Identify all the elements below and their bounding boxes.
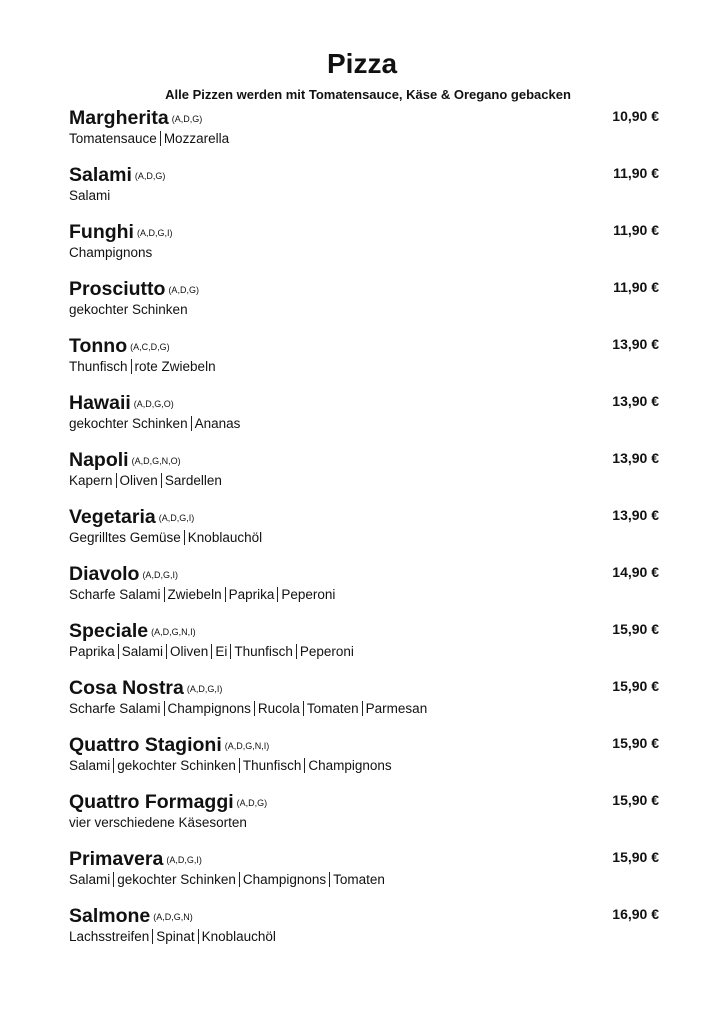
ingredient: Champignons <box>308 758 392 773</box>
ingredient: gekochter Schinken <box>69 416 188 431</box>
menu-item <box>69 676 659 733</box>
item-name: Napoli <box>69 449 129 471</box>
item-allergens: (A,D,G) <box>171 114 203 124</box>
item-name: Cosa Nostra <box>69 677 184 699</box>
separator <box>164 701 165 716</box>
item-price: 16,90 € <box>612 906 659 922</box>
item-allergens: (A,D,G,N,I) <box>224 741 270 751</box>
item-price: 15,90 € <box>612 849 659 865</box>
separator <box>164 587 165 602</box>
separator <box>131 359 132 374</box>
ingredient: Lachsstreifen <box>69 929 150 944</box>
ingredient: rote Zwiebeln <box>134 359 216 374</box>
ingredient: Scharfe Salami <box>69 701 161 716</box>
menu-item <box>69 790 659 847</box>
ingredient: Gegrilltes Gemüse <box>69 530 181 545</box>
separator <box>304 758 305 773</box>
separator <box>230 644 231 659</box>
ingredient: Salami <box>69 872 111 887</box>
separator <box>152 929 153 944</box>
ingredient: Tomaten <box>333 872 385 887</box>
separator <box>113 872 114 887</box>
ingredient: Tomaten <box>306 701 359 716</box>
item-price: 13,90 € <box>612 393 659 409</box>
separator <box>254 701 255 716</box>
item-price: 13,90 € <box>612 336 659 352</box>
item-ingredients <box>69 700 659 718</box>
item-ingredients <box>69 928 659 946</box>
ingredient: Champignons <box>242 872 327 887</box>
item-allergens: (A,D,G,O) <box>133 399 174 409</box>
menu-item <box>69 847 659 904</box>
ingredient: Thunfisch <box>234 644 293 659</box>
item-ingredients <box>69 871 659 889</box>
item-ingredients <box>69 643 659 661</box>
menu-item <box>69 334 659 391</box>
item-name: Quattro Stagioni <box>69 734 222 756</box>
page-subtitle: Alle Pizzen werden mit Tomatensauce, Käse & Oregano gebacken <box>165 87 571 102</box>
item-name: Vegetaria <box>69 506 156 528</box>
ingredient: Knoblauchöl <box>187 530 263 545</box>
item-allergens: (A,D,G,I) <box>158 513 195 523</box>
separator <box>166 644 167 659</box>
ingredient: gekochter Schinken <box>69 302 188 317</box>
menu-item <box>69 733 659 790</box>
item-name: Primavera <box>69 848 164 870</box>
ingredient: Thunfisch <box>69 359 128 374</box>
separator <box>184 530 185 545</box>
item-name: Salami <box>69 164 132 186</box>
separator <box>329 872 330 887</box>
separator <box>160 131 161 146</box>
item-price: 15,90 € <box>612 735 659 751</box>
item-price: 15,90 € <box>612 621 659 637</box>
item-ingredients <box>69 187 659 205</box>
ingredient: gekochter Schinken <box>117 758 236 773</box>
item-price: 11,90 € <box>613 279 659 295</box>
separator <box>239 872 240 887</box>
ingredient: Mozzarella <box>163 131 230 146</box>
menu-item <box>69 562 659 619</box>
page-title: Pizza <box>326 48 398 79</box>
item-name: Quattro Formaggi <box>69 791 234 813</box>
menu-item <box>69 106 659 163</box>
item-ingredients <box>69 757 659 775</box>
separator <box>296 644 297 659</box>
ingredient: Zwiebeln <box>167 587 222 602</box>
item-name: Tonno <box>69 335 128 357</box>
ingredient: Tomatensauce <box>69 131 157 146</box>
menu-item <box>69 619 659 676</box>
ingredient: Parmesan <box>365 701 428 716</box>
item-name: Prosciutto <box>69 278 166 300</box>
ingredient: Paprika <box>69 644 115 659</box>
item-allergens: (A,D,G,N,O) <box>131 456 181 466</box>
item-allergens: (A,D,G,I) <box>136 228 173 238</box>
separator <box>211 644 212 659</box>
ingredient: Rucola <box>257 701 300 716</box>
item-allergens: (A,D,G,I) <box>186 684 223 694</box>
item-ingredients <box>69 244 659 262</box>
item-ingredients <box>69 814 659 832</box>
item-name: Diavolo <box>69 563 140 585</box>
item-allergens: (A,C,D,G) <box>130 342 170 352</box>
item-ingredients <box>69 301 659 319</box>
separator <box>198 929 199 944</box>
separator <box>239 758 240 773</box>
separator <box>191 416 192 431</box>
ingredient: Scharfe Salami <box>69 587 161 602</box>
separator <box>303 701 304 716</box>
separator <box>113 758 114 773</box>
item-ingredients <box>69 472 659 490</box>
item-price: 11,90 € <box>613 165 659 181</box>
item-price: 10,90 € <box>612 108 659 124</box>
ingredient: Peperoni <box>281 587 336 602</box>
ingredient: Paprika <box>228 587 275 602</box>
ingredient: Kapern <box>69 473 113 488</box>
item-price: 13,90 € <box>612 507 659 523</box>
item-name: Salmone <box>69 905 151 927</box>
item-price: 11,90 € <box>613 222 659 238</box>
separator <box>116 473 117 488</box>
ingredient: Spinat <box>156 929 195 944</box>
ingredient: Salami <box>121 644 164 659</box>
ingredient: Champignons <box>167 701 251 716</box>
separator <box>118 644 119 659</box>
item-price: 15,90 € <box>612 678 659 694</box>
item-name: Hawaii <box>69 392 131 414</box>
menu-item <box>69 277 659 334</box>
separator <box>225 587 226 602</box>
item-allergens: (A,D,G) <box>134 171 166 181</box>
ingredient: Champignons <box>69 245 153 260</box>
ingredient: Salami <box>69 188 111 203</box>
item-ingredients <box>69 415 659 433</box>
menu-item <box>69 505 659 562</box>
item-allergens: (A,D,G) <box>236 798 268 808</box>
item-ingredients <box>69 586 659 604</box>
item-allergens: (A,D,G,N,I) <box>151 627 196 637</box>
ingredient: Thunfisch <box>242 758 302 773</box>
item-price: 13,90 € <box>612 450 659 466</box>
item-ingredients <box>69 130 659 148</box>
ingredient: Oliven <box>119 473 158 488</box>
ingredient: Salami <box>69 758 111 773</box>
item-ingredients <box>69 358 659 376</box>
item-name: Funghi <box>69 221 134 243</box>
ingredient: Oliven <box>170 644 209 659</box>
menu-item <box>69 163 659 220</box>
menu-item <box>69 391 659 448</box>
item-name: Margherita <box>69 107 169 129</box>
item-price: 15,90 € <box>612 792 659 808</box>
pizza-list <box>69 106 659 961</box>
ingredient: Ei <box>215 644 228 659</box>
ingredient: Sardellen <box>164 473 222 488</box>
item-name: Speciale <box>69 620 149 642</box>
item-allergens: (A,D,G,N) <box>153 912 193 922</box>
item-ingredients <box>69 529 659 547</box>
item-price: 14,90 € <box>612 564 659 580</box>
separator <box>277 587 278 602</box>
separator <box>161 473 162 488</box>
ingredient: Knoblauchöl <box>201 929 276 944</box>
item-allergens: (A,D,G,I) <box>166 855 202 865</box>
ingredient: vier verschiedene Käsesorten <box>69 815 247 830</box>
menu-item <box>69 220 659 277</box>
ingredient: Peperoni <box>299 644 354 659</box>
menu-item <box>69 448 659 505</box>
item-allergens: (A,D,G) <box>168 285 199 295</box>
ingredient: Ananas <box>194 416 241 431</box>
item-allergens: (A,D,G,I) <box>142 570 178 580</box>
menu-item <box>69 904 659 961</box>
ingredient: gekochter Schinken <box>117 872 236 887</box>
separator <box>362 701 363 716</box>
